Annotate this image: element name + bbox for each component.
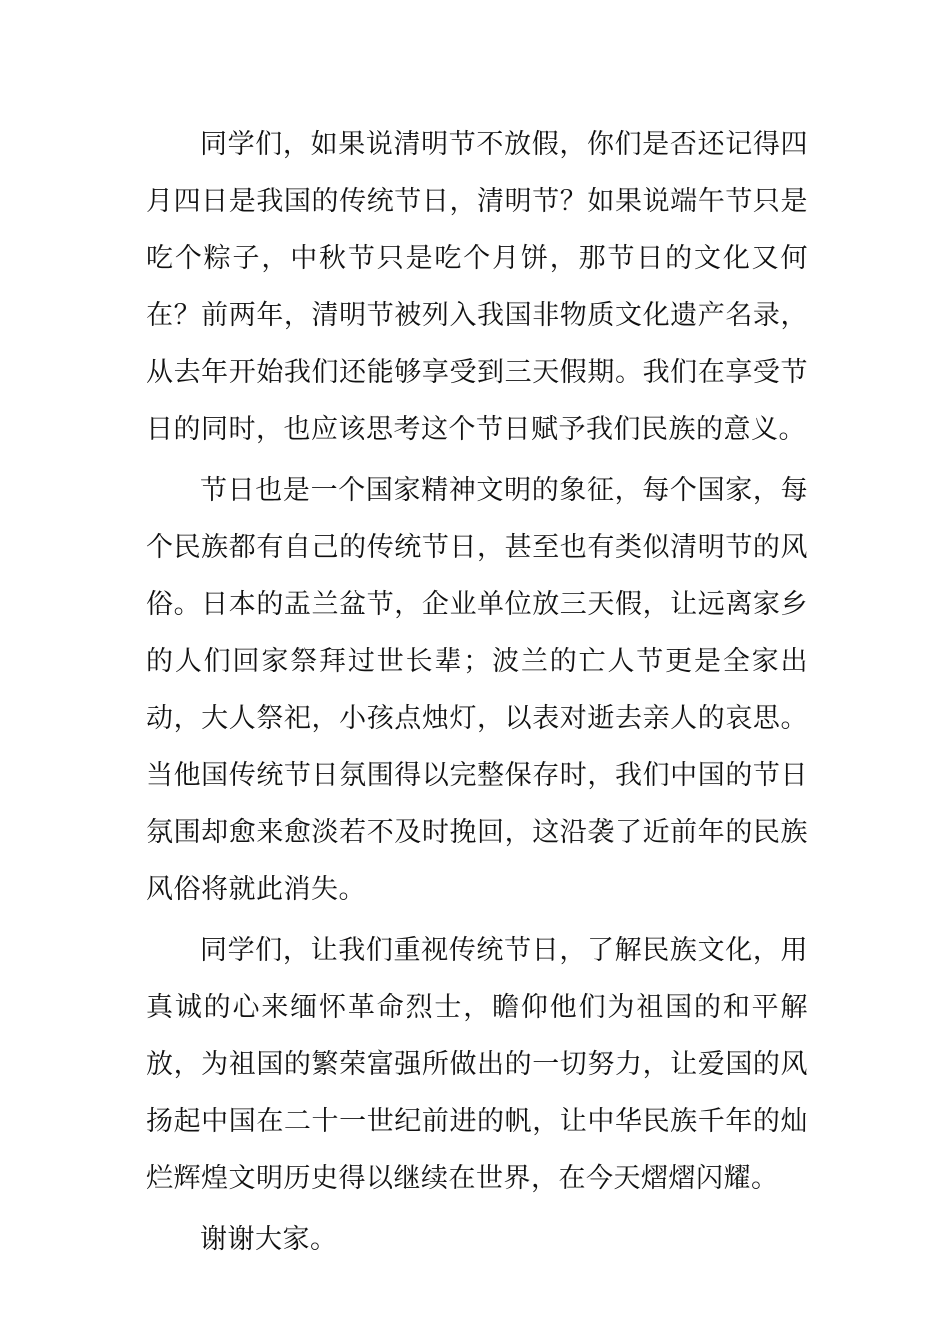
paragraph-3: 同学们，让我们重视传统节日，了解民族文化，用真诚的心来缅怀革命烈士，瞻仰他们为祖国的和平解放，为祖国的繁荣富强所做出的一切努力，让爱国的风扬起中国在二十一世纪前进的帆，让中华民族千年的灿烂辉煌文明历史得以继续在世界，在今天熠熠闪耀。 [146, 935, 808, 1194]
paragraph-closing: 谢谢大家。 [200, 1224, 338, 1255]
paragraph-1: 同学们，如果说清明节不放假，你们是否还记得四月四日是我国的传统节日，清明节？如果说端午节只是吃个粽子，中秋节只是吃个月饼，那节日的文化又何在？前两年，清明节被列入我国非物质文化遗产名录，从去年开始我们还能够享受到三天假期。我们在享受节日的同时，也应该思考这个节日赋予我们民族的意义。 [146, 129, 808, 445]
document-body [146, 116, 808, 1272]
paragraph-2: 节日也是一个国家精神文明的象征，每个国家，每个民族都有自己的传统节日，甚至也有类似清明节的风俗。日本的盂兰盆节，企业单位放三天假，让远离家乡的人们回家祭拜过世长辈；波兰的亡人节更是全家出动，大人祭祀，小孩点烛灯，以表对逝去亲人的哀思。当他国传统节日氛围得以完整保存时，我们中国的节日氛围却愈来愈淡若不及时挽回，这沿袭了近前年的民族风俗将就此消失。 [146, 475, 808, 905]
